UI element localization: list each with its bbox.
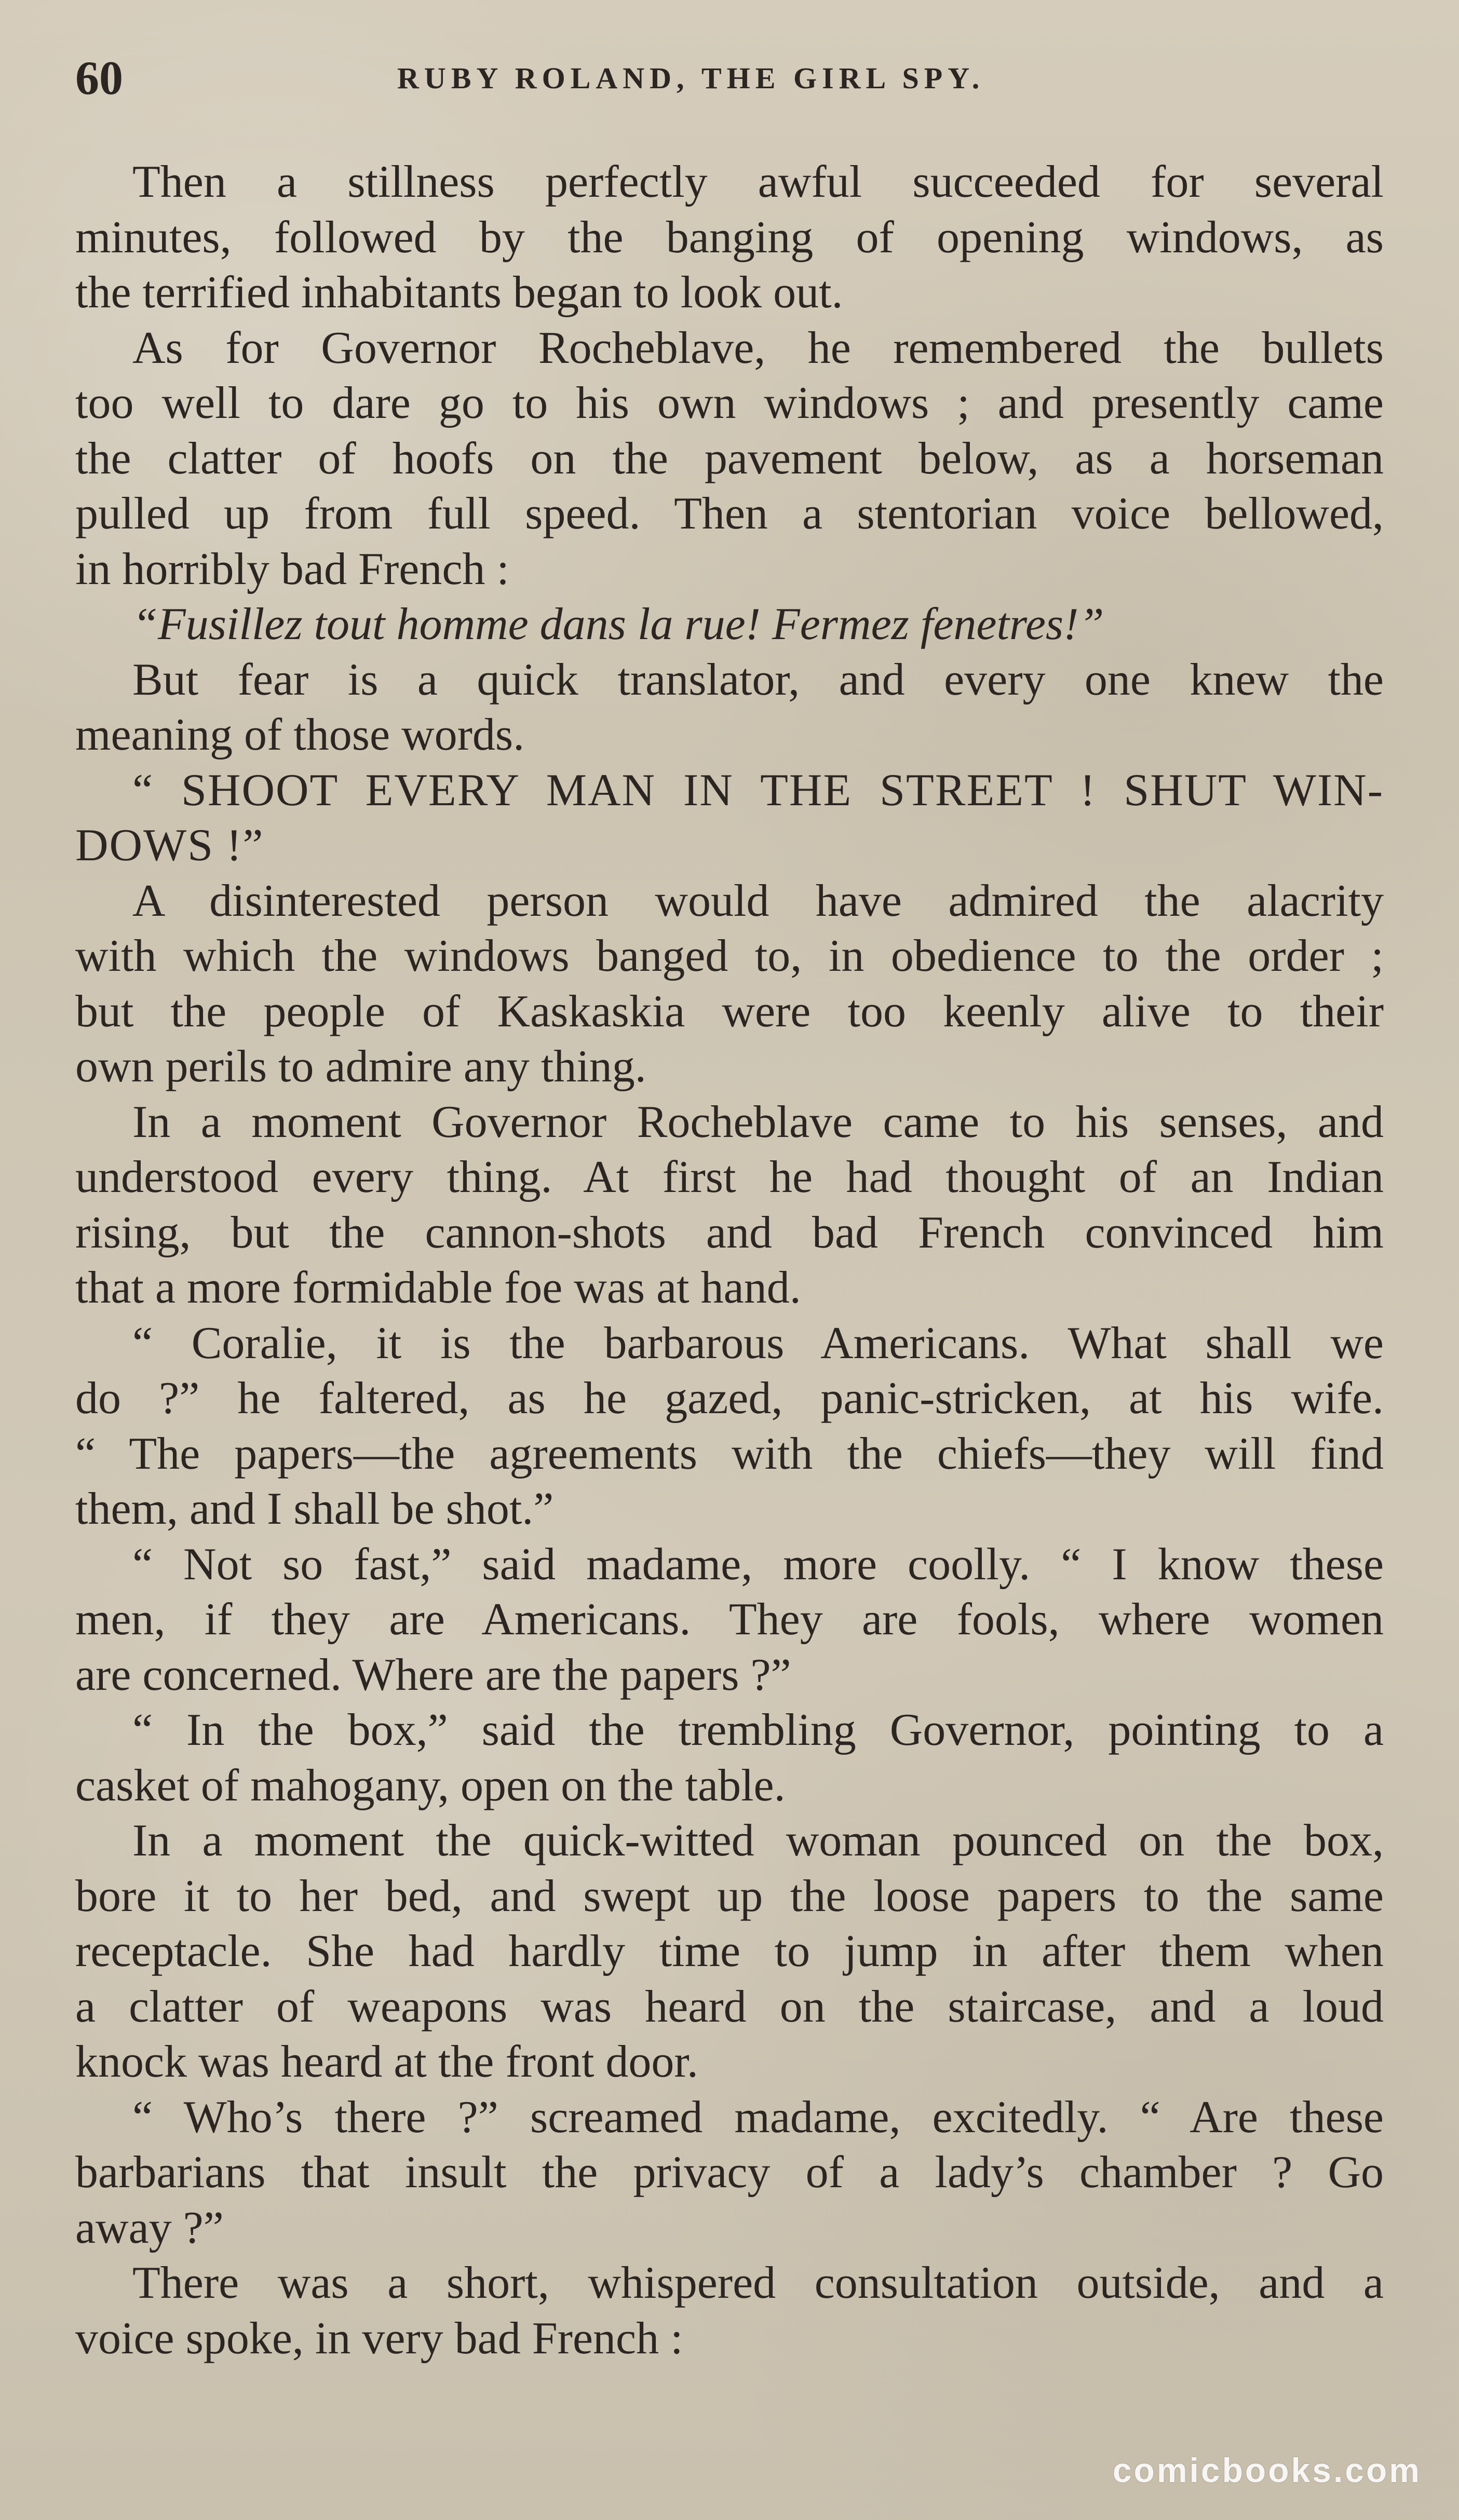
page-number: 60 <box>75 51 123 104</box>
text-line-22: “ Coralie, it is the barbarous Americans. What shall we <box>132 1318 1384 1369</box>
text-line-5: too well to dare go to his own windows ; and presently came <box>75 378 1384 428</box>
text-line-34: a clatter of weapons was heard on the staircase, and a loud <box>75 1981 1384 2032</box>
text-line-6: the clatter of hoofs on the pavement below, as a horseman <box>75 433 1384 484</box>
text-line-35: knock was heard at the front door. <box>75 2037 698 2087</box>
text-line-21: that a more formidable foe was at hand. <box>75 1263 801 1313</box>
text-line-32: bore it to her bed, and swept up the loose papers to the same <box>75 1871 1384 1921</box>
text-line-20: rising, but the cannon-shots and bad French convinced him <box>75 1207 1384 1258</box>
text-line-29: “ In the box,” said the trembling Governor, pointing to a <box>132 1705 1384 1755</box>
text-line-7: pulled up from full speed. Then a stentorian voice bellowed, <box>75 489 1384 539</box>
text-line-8: in horribly bad French : <box>75 544 509 594</box>
site-watermark: comicbooks.com <box>1112 2451 1422 2489</box>
text-line-1: Then a stillness perfectly awful succeeded for several <box>132 157 1384 207</box>
page-header <box>75 51 1384 111</box>
text-line-37: barbarians that insult the privacy of a lady’s chamber ? Go <box>75 2147 1384 2198</box>
text-line-9: “Fusillez tout homme dans la rue! Fermez fenetres!” <box>132 599 1104 649</box>
text-line-28: are concerned. Where are the papers ?” <box>75 1649 791 1700</box>
text-line-38: away ?” <box>75 2202 224 2253</box>
text-line-19: understood every thing. At first he had thought of an Indian <box>75 1152 1384 1202</box>
text-line-18: In a moment Governor Rocheblave came to his senses, and <box>132 1096 1384 1147</box>
text-line-24: “ The papers—the agreements with the chiefs—they will find <box>75 1428 1384 1479</box>
text-line-3: the terrified inhabitants began to look out. <box>75 267 843 318</box>
text-line-40: voice spoke, in very bad French : <box>75 2313 683 2364</box>
text-line-2: minutes, followed by the banging of opening windows, as <box>75 212 1384 263</box>
text-line-27: men, if they are Americans. They are fools, where women <box>75 1594 1384 1645</box>
text-line-17: own perils to admire any thing. <box>75 1041 646 1092</box>
text-line-12: “ SHOOT EVERY MAN IN THE STREET ! SHUT WIN- <box>132 765 1384 816</box>
text-line-16: but the people of Kaskaskia were too keenly alive to their <box>75 986 1384 1037</box>
text-line-23: do ?” he faltered, as he gazed, panic-stricken, at his wife. <box>75 1373 1384 1424</box>
page-text <box>75 155 1384 2366</box>
text-line-25: them, and I shall be shot.” <box>75 1484 554 1534</box>
text-line-14: A disinterested person would have admired the alacrity <box>132 875 1384 926</box>
text-line-33: receptacle. She had hardly time to jump in after them when <box>75 1926 1384 1976</box>
text-line-26: “ Not so fast,” said madame, more coolly. “ I know these <box>132 1539 1384 1590</box>
text-line-39: There was a short, whispered consultation outside, and a <box>132 2258 1384 2308</box>
text-line-10: But fear is a quick translator, and every one knew the <box>132 654 1384 705</box>
text-line-11: meaning of those words. <box>75 710 525 760</box>
text-line-30: casket of mahogany, open on the table. <box>75 1760 786 1811</box>
text-line-36: “ Who’s there ?” screamed madame, excitedly. “ Are these <box>132 2092 1384 2143</box>
running-head: RUBY ROLAND, THE GIRL SPY. <box>397 61 985 95</box>
text-line-15: with which the windows banged to, in obedience to the order ; <box>75 931 1384 981</box>
text-line-13: DOWS !” <box>75 820 264 871</box>
text-line-31: In a moment the quick-witted woman pounced on the box, <box>132 1816 1384 1866</box>
text-line-4: As for Governor Rocheblave, he remembered the bullets <box>132 322 1384 373</box>
